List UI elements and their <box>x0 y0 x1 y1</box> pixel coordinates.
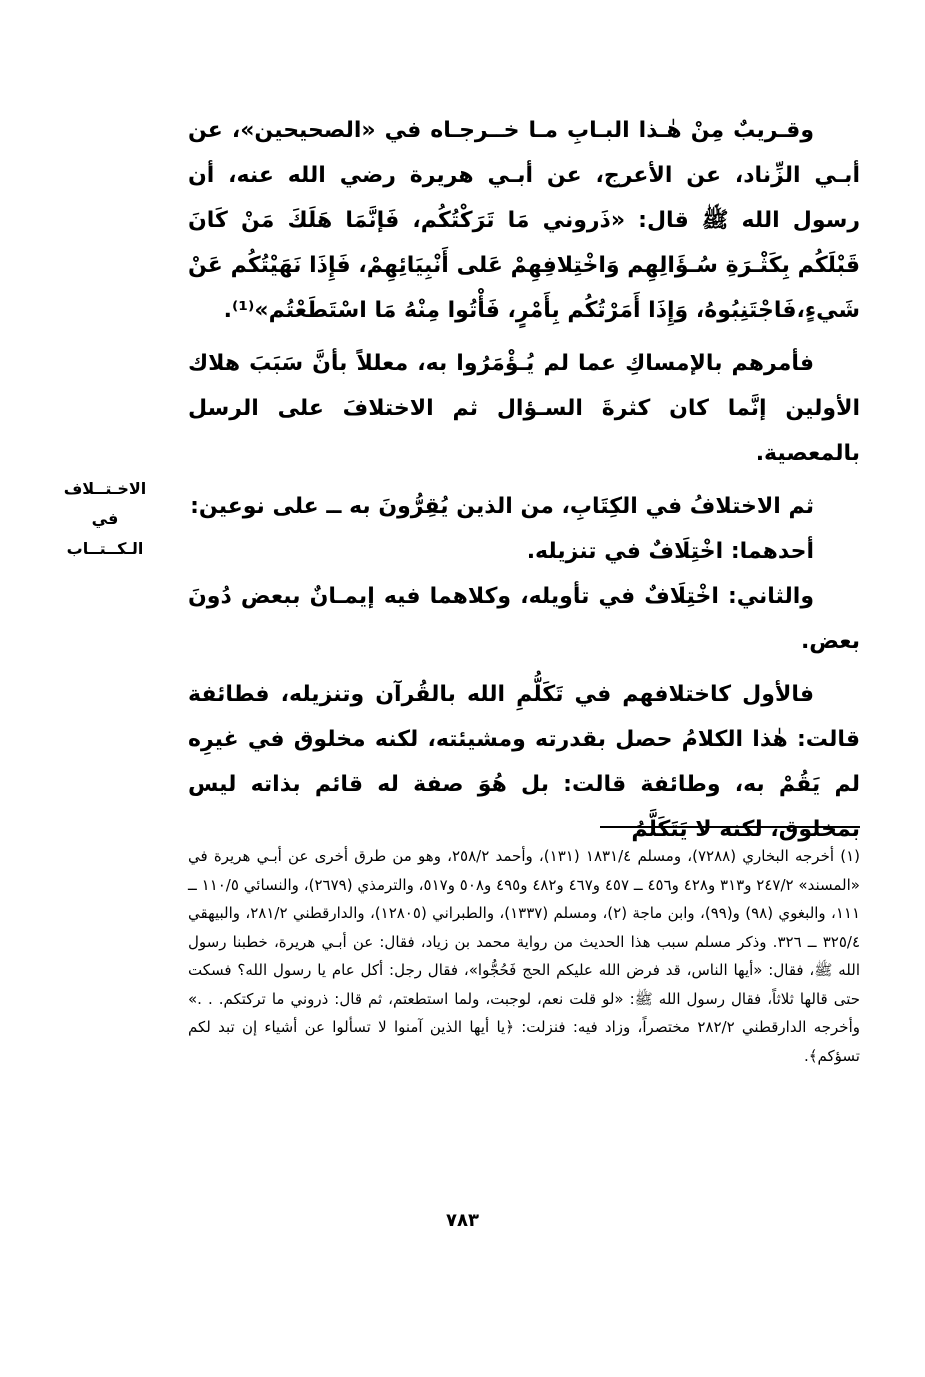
paragraph-hadith: وقـريبٌ مِنْ هٰـذا البـابِ مـا خــرجـاه في «الصحيحين»، عن أبـي الزِّناد، عن الأعرج، عن أبـي هريرة رضي الله عنه، أن رسول الله ﷺ قال: «ذَروني مَا تَرَكْتُكُم، فَإنَّمَا هَلَكَ مَنْ كَانَ قَبْلَكُم بِكَثْـرَةِ سُـؤَالِهِم وَاخْتِلافِهِمْ عَلى أَنْبِيَائِهِمْ، فَإِذَا نَهَيْتُكُم عَنْ شَيءٍ،فَاجْتَنِبُوهُ، وَإِذَا أَمَرْتُكُم بِأَمْرٍ، فَأْتُوا مِنْهُ مَا اسْتَطَعْتُم»⁽¹⁾. <box>188 118 860 323</box>
paragraph-second-type: والثاني: اخْتِلَافٌ في تأويله، وكلاهما فيه إيمـانٌ ببعض دُونَ بعض. <box>188 584 860 654</box>
page-number: ٧٨٣ <box>446 1210 479 1231</box>
main-text-body <box>188 108 860 852</box>
paragraph-two-types: ثم الاختلافُ في الكِتَابِ، من الذين يُقِرُّونَ به ــ على نوعين: <box>190 494 814 519</box>
margin-heading-line-1: الاخـتــلاف في <box>63 479 147 528</box>
footnote-1: (١) أخرجه البخاري (٧٢٨٨)، ومسلم ١٨٣١/٤ (١٣١)، وأحمد ٢٥٨/٢، وهو من طرق أخرى عن أبـي هريرة في «المسند» ٢٤٧/٢ و٣١٣ و٤٢٨ و٤٥٦ ــ ٤٥٧ و٤٦٧ و٤٨٢ و٤٩٥ و٥٠٨ و٥١٧، والترمذي (٢٦٧٩)، والنسائي ١١٠/٥ ــ ١١١، والبغوي (٩٨) و(٩٩)، وابن ماجة (٢)، ومسلم (١٣٣٧)، والطبراني (١٢٨٠٥)، والدارقطني ٢٨١/٢، والبيهقي ٣٢٥/٤ ــ ٣٢٦. وذكر مسلم سبب هذا الحديث من رواية محمد بن زياد، فقال: عن أبـي هريرة، خطبنا رسول الله ﷺ، فقال: «أيها الناس، قد فرض الله عليكم الحج فَحُجُّوا»، فقال رجل: أكل عام يا رسول الله؟ فسكت حتى قالها ثلاثاً، فقال رسول الله ﷺ: «لو قلت نعم، لوجبت، ولما استطعتم، ثم قال: ذروني ما تركتكم. . .» وأخرجه الدارقطني ٢٨٢/٢ مختصراً، وزاد فيه: فنزلت: ﴿يا أيها الذين آمنوا لا تسألوا عن أشياء إن تبد لكم تسؤكم﴾. <box>188 847 861 1065</box>
footnote-divider <box>600 826 860 828</box>
footnotes <box>188 842 860 1070</box>
paragraph-first-example: فالأول كاختلافهم في تَكَلُّمِ الله بالقُرآن وتنزيله، فطائفة قالت: هٰذا الكلامُ حصل بقدرته ومشيئته، لكنه مخلوق في غيرِه لم يَقُمْ به، وطائفة قالت: بل هُوَ صفة له قائم بذاته ليس بمخلوق، لكنه لا يَتَكَلَّمُ <box>188 682 860 842</box>
paragraph-explanation: فأمرهم بالإمساكِ عما لم يُـؤْمَرُوا به، معللاً بأنَّ سَبَبَ هلاك الأولين إنَّما كان كثرةَ السـؤال ثم الاختلافَ على الرسل بالمعصية. <box>188 351 860 466</box>
margin-heading-line-2: الـكــتــاب <box>66 539 144 558</box>
paragraph-first-type: أحدهما: اخْتِلَافٌ في تنزيله. <box>526 539 814 564</box>
margin-heading <box>50 474 160 564</box>
